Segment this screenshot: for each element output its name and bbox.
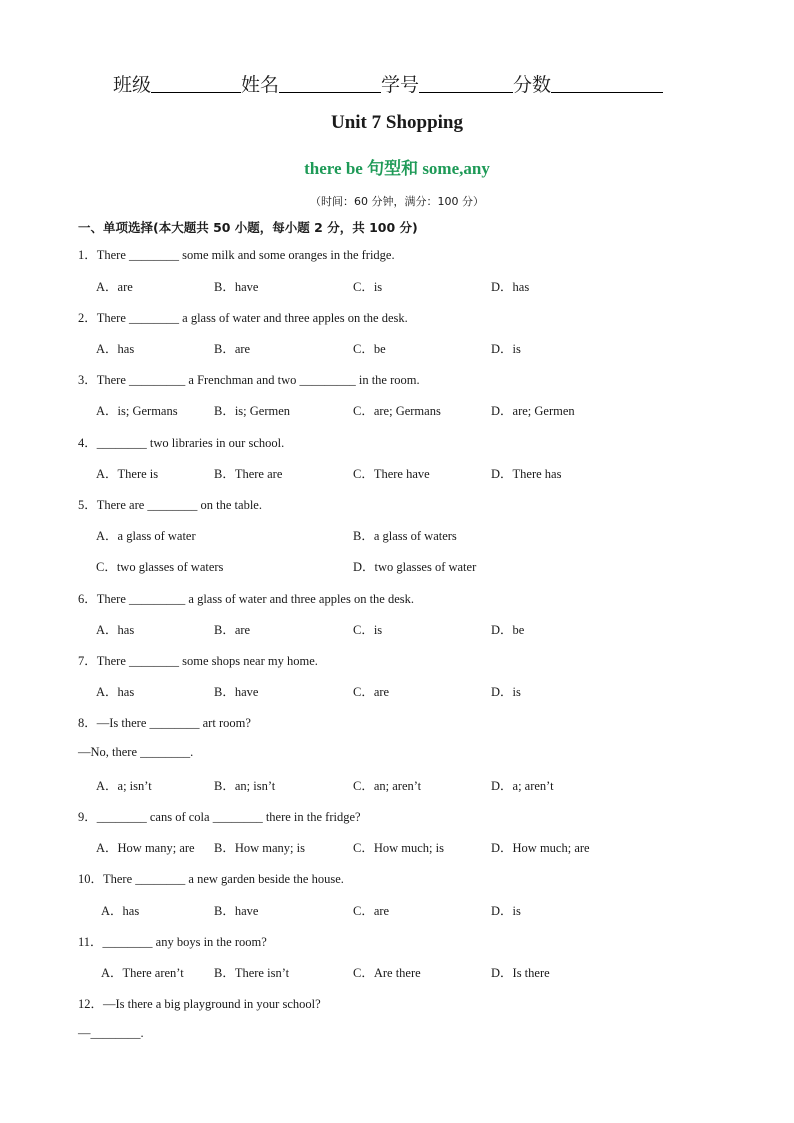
q10-option-d[interactable]: D．is: [491, 904, 521, 918]
question-9: 9．________ cans of cola ________ there in the fridge?: [78, 810, 361, 824]
question-8-reply: —No, there ________.: [78, 745, 194, 759]
question-1: 1．There ________ some milk and some oranges in the fridge.: [78, 248, 395, 262]
q4-option-a[interactable]: A．There is: [96, 467, 159, 481]
question-4: 4．________ two libraries in our school.: [78, 436, 285, 450]
student-info-line: [113, 70, 663, 97]
question-6: 6．There _________ a glass of water and three apples on the desk.: [78, 592, 415, 606]
q8-option-d[interactable]: D．a; aren’t: [491, 779, 554, 793]
q1-option-d[interactable]: D．has: [491, 280, 530, 294]
q1-option-a[interactable]: A．are: [96, 280, 133, 294]
q4-option-d[interactable]: D．There has: [491, 467, 562, 481]
question-7: 7．There ________ some shops near my home.: [78, 654, 318, 668]
q10-option-a[interactable]: A．has: [101, 904, 140, 918]
q8-option-b[interactable]: B．an; isn’t: [214, 779, 276, 793]
q3-option-d[interactable]: D．are; Germen: [491, 404, 575, 418]
q9-option-c[interactable]: C．How much; is: [353, 841, 444, 855]
q11-option-a[interactable]: A．There aren’t: [101, 966, 184, 980]
question-11: 11．________ any boys in the room?: [78, 935, 267, 949]
q2-option-c[interactable]: C．be: [353, 342, 386, 356]
q9-option-a[interactable]: A．How many; are: [96, 841, 195, 855]
page-subtitle: there be 句型和 some,any: [304, 159, 490, 178]
question-8: 8．—Is there ________ art room?: [78, 716, 251, 730]
q8-option-a[interactable]: A．a; isn’t: [96, 779, 152, 793]
q5-option-c[interactable]: C．two glasses of waters: [96, 560, 224, 574]
q9-option-b[interactable]: B．How many; is: [214, 841, 305, 855]
q7-option-a[interactable]: A．has: [96, 685, 135, 699]
question-12-reply: —________.: [78, 1026, 144, 1040]
q2-option-b[interactable]: B．are: [214, 342, 251, 356]
q10-option-b[interactable]: B．have: [214, 904, 259, 918]
question-5: 5．There are ________ on the table.: [78, 498, 262, 512]
q6-option-a[interactable]: A．has: [96, 623, 135, 637]
id-label: 学号: [381, 74, 420, 96]
q1-option-c[interactable]: C．is: [353, 280, 383, 294]
class-blank[interactable]: [151, 74, 241, 93]
question-3: 3．There _________ a Frenchman and two _________ in the room.: [78, 373, 420, 387]
question-12: 12．—Is there a big playground in your school?: [78, 997, 321, 1011]
q11-option-c[interactable]: C．Are there: [353, 966, 421, 980]
exam-meta: （时间：60 分钟，满分：100 分）: [310, 195, 484, 208]
page-title: Unit 7 Shopping: [330, 112, 463, 133]
score-blank[interactable]: [551, 74, 663, 93]
q5-option-b[interactable]: B．a glass of waters: [353, 529, 457, 543]
question-2: 2．There ________ a glass of water and three apples on the desk.: [78, 311, 408, 325]
q11-option-d[interactable]: D．Is there: [491, 966, 550, 980]
q1-option-b[interactable]: B．have: [214, 280, 259, 294]
q2-option-a[interactable]: A．has: [96, 342, 135, 356]
q5-option-d[interactable]: D．two glasses of water: [353, 560, 477, 574]
q4-option-b[interactable]: B．There are: [214, 467, 283, 481]
q9-option-d[interactable]: D．How much; are: [491, 841, 590, 855]
q3-option-a[interactable]: A．is; Germans: [96, 404, 178, 418]
section-heading: 一、单项选择(本大题共 50 小题，每小题 2 分，共 100 分): [78, 220, 418, 235]
q8-option-c[interactable]: C．an; aren’t: [353, 779, 422, 793]
name-blank[interactable]: [279, 74, 381, 93]
score-label: 分数: [513, 74, 552, 96]
q6-option-c[interactable]: C．is: [353, 623, 383, 637]
q2-option-d[interactable]: D．is: [491, 342, 521, 356]
q3-option-b[interactable]: B．is; Germen: [214, 404, 291, 418]
q6-option-d[interactable]: D．be: [491, 623, 525, 637]
id-blank[interactable]: [419, 74, 513, 93]
q11-option-b[interactable]: B．There isn’t: [214, 966, 290, 980]
q7-option-c[interactable]: C．are: [353, 685, 390, 699]
q3-option-c[interactable]: C．are; Germans: [353, 404, 441, 418]
q7-option-b[interactable]: B．have: [214, 685, 259, 699]
q5-option-a[interactable]: A．a glass of water: [96, 529, 196, 543]
class-label: 班级: [113, 74, 152, 96]
question-10: 10．There ________ a new garden beside the house.: [78, 872, 344, 886]
name-label: 姓名: [241, 74, 280, 96]
q6-option-b[interactable]: B．are: [214, 623, 251, 637]
q10-option-c[interactable]: C．are: [353, 904, 390, 918]
q7-option-d[interactable]: D．is: [491, 685, 521, 699]
q4-option-c[interactable]: C．There have: [353, 467, 430, 481]
